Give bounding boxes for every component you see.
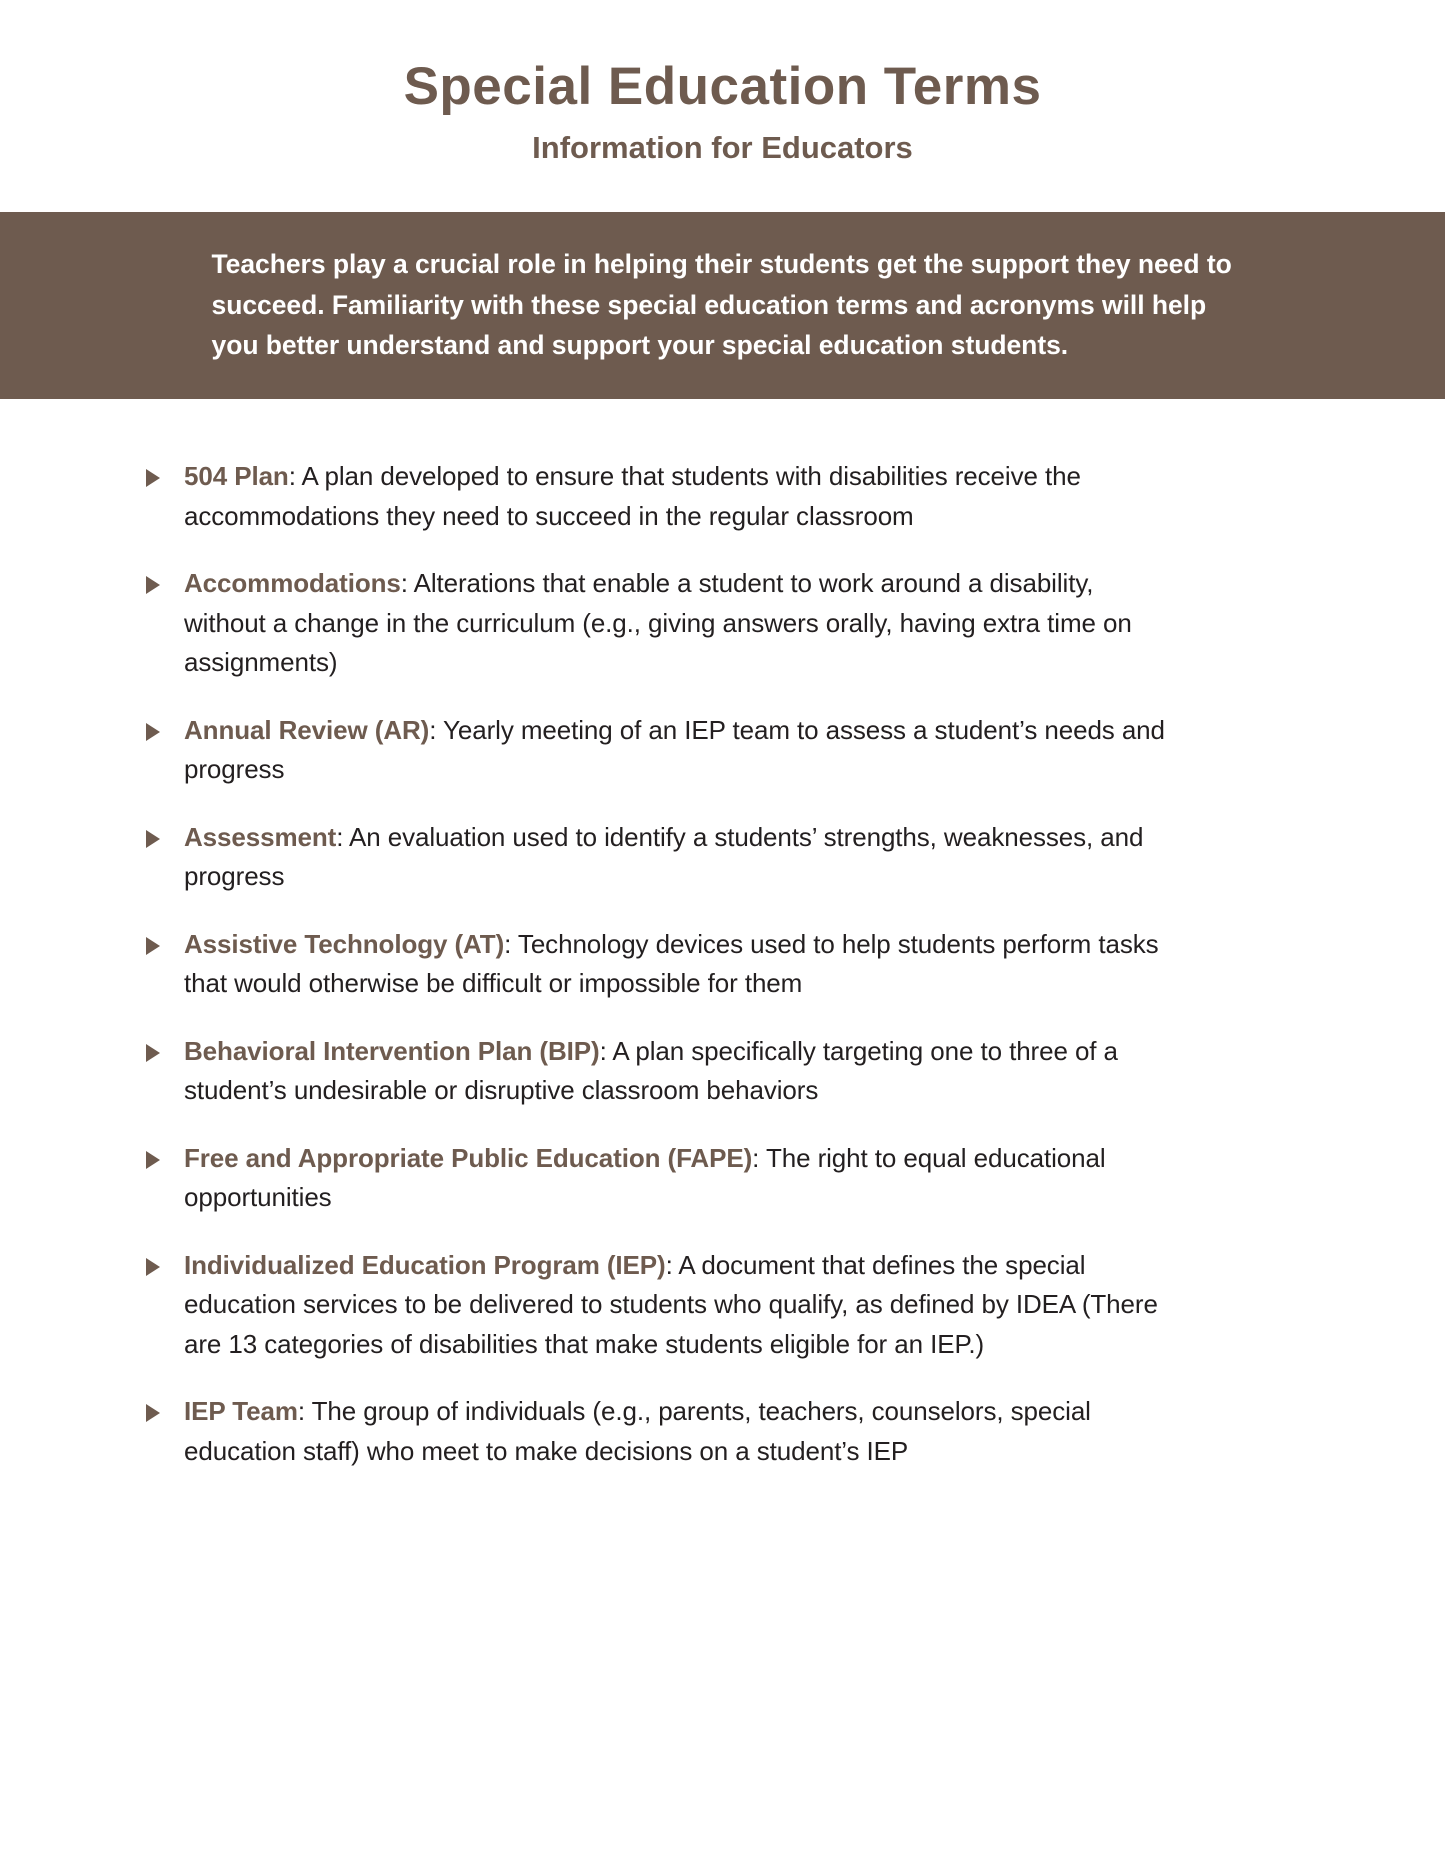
triangle-right-icon [146, 576, 160, 594]
glossary-item [146, 818, 1168, 897]
term-label: IEP Team [184, 1396, 298, 1427]
glossary-item [146, 1246, 1168, 1365]
term-label: Assistive Technology (AT) [184, 928, 505, 959]
intro-banner [0, 212, 1445, 399]
term-label: Free and Appropriate Public Education (FAPE) [184, 1142, 753, 1173]
glossary-item [146, 1032, 1168, 1111]
term-definition: The right to equal educational opportunities [184, 1142, 1106, 1213]
glossary-item [146, 1139, 1168, 1218]
document-header [0, 0, 1445, 165]
glossary-item [146, 1392, 1168, 1471]
term-definition: The group of individuals (e.g., parents, teachers, counselors, special education staff) who meet to make decisions on a student’s IEP [184, 1396, 1091, 1466]
triangle-right-icon [146, 937, 160, 955]
term-definition: An evaluation used to identify a students’ strengths, weaknesses, and progress [184, 821, 1144, 892]
glossary-item [146, 564, 1168, 683]
term-definition: A plan developed to ensure that students with disabilities receive the accommodations they need to succeed in the regular classroom [184, 461, 1081, 531]
term-definition: Alterations that enable a student to work around a disability, without a change in the curriculum (e.g., giving answers orally, having extra time on assignments) [184, 568, 1132, 678]
triangle-right-icon [146, 723, 160, 741]
term-definition: Yearly meeting of an IEP team to assess a student’s needs and progress [184, 714, 1165, 785]
term-label: Individualized Education Program (IEP) [184, 1249, 666, 1280]
term-label: Behavioral Intervention Plan (BIP) [184, 1035, 600, 1066]
term-separator: : [336, 821, 350, 852]
term-separator: : [665, 1249, 679, 1280]
page-subtitle: Information for Educators [532, 130, 913, 166]
triangle-right-icon [146, 1151, 160, 1169]
term-label: Annual Review (AR) [184, 714, 430, 745]
triangle-right-icon [146, 1044, 160, 1062]
triangle-right-icon [146, 469, 160, 487]
term-separator: : [599, 1035, 613, 1066]
term-separator: : [752, 1142, 766, 1173]
glossary-item [146, 711, 1168, 790]
term-separator: : [504, 928, 518, 959]
term-separator: : [297, 1396, 312, 1427]
page-title: Special Education Terms [403, 57, 1042, 116]
glossary-list [146, 399, 1168, 1471]
term-separator: : [400, 568, 414, 599]
triangle-right-icon [146, 1258, 160, 1276]
term-separator: : [288, 461, 302, 492]
term-label: Assessment [184, 821, 337, 852]
intro-paragraph: Teachers play a crucial role in helping their students get the support they need to succeed. Familiarity with these special education terms and acronyms will help you better understand and support your special education students. [211, 249, 1232, 360]
term-label: Accommodations [184, 568, 401, 599]
glossary-item [146, 457, 1168, 536]
term-separator: : [429, 714, 444, 745]
triangle-right-icon [146, 1404, 160, 1422]
term-definition: A plan specifically targeting one to three of a student’s undesirable or disruptive classroom behaviors [184, 1035, 1118, 1106]
term-definition: A document that defines the special education services to be delivered to students who qualify, as defined by IDEA (There are 13 categories of disabilities that make students eligible for an IEP.) [184, 1249, 1158, 1359]
triangle-right-icon [146, 830, 160, 848]
term-label: 504 Plan [184, 461, 289, 492]
glossary-item [146, 925, 1168, 1004]
term-definition: Technology devices used to help students perform tasks that would otherwise be difficult or impossible for them [184, 928, 1159, 999]
